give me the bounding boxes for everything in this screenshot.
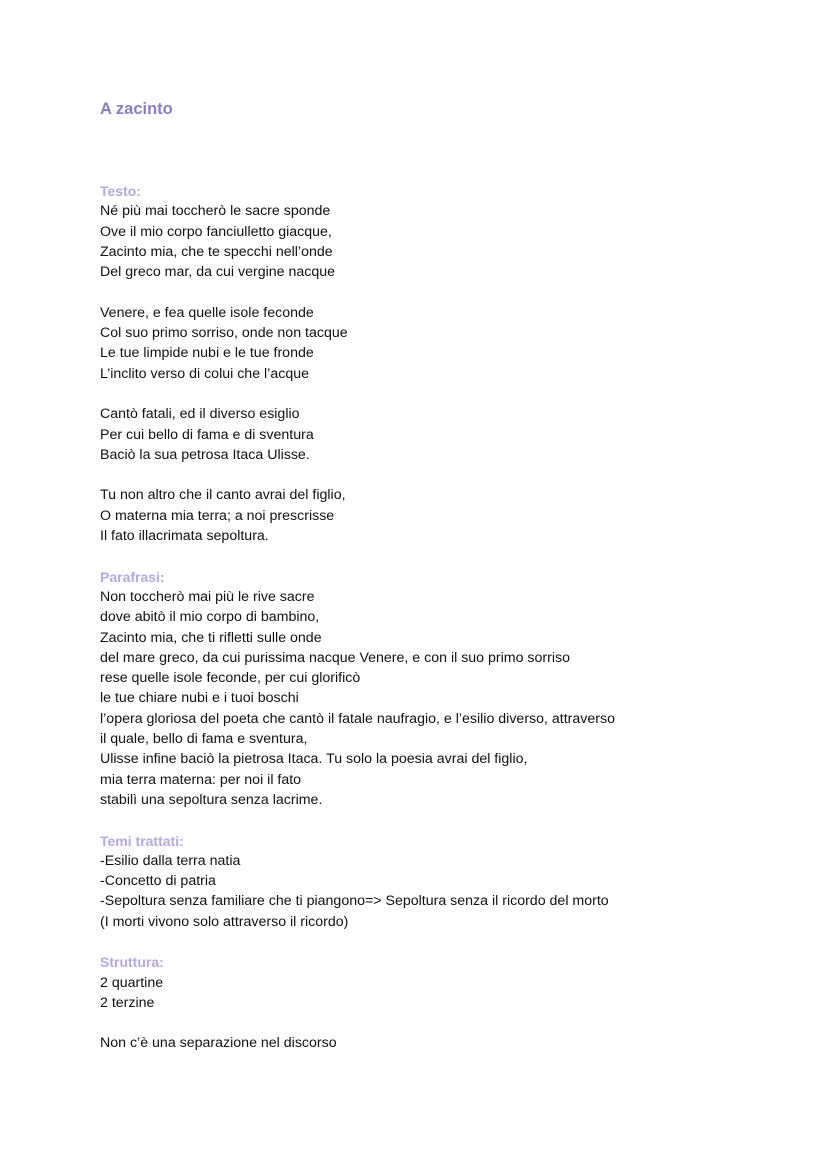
paraphrase-line: dove abitò il mio corpo di bambino,: [100, 609, 320, 626]
stanza: [100, 404, 800, 465]
verse-line: Tu non altro che il canto avrai del figlio,: [100, 487, 346, 504]
section-struttura: [100, 952, 800, 1053]
theme-line: -Esilio dalla terra natia: [100, 852, 241, 869]
theme-line: (I morti vivono solo attraverso il ricordo): [100, 913, 349, 930]
paraphrase-line: del mare greco, da cui purissima nacque Venere, e con il suo primo sorriso: [100, 649, 570, 666]
paraphrase-line: le tue chiare nubi e i tuoi boschi: [100, 690, 299, 707]
paraphrase-line: rese quelle isole feconde, per cui glorificò: [100, 670, 361, 687]
verse-line: Il fato illacrimata sepoltura.: [100, 528, 269, 545]
paraphrase-line: Non toccherò mai più le rive sacre: [100, 588, 315, 605]
paraphrase-line: Ulisse infine baciò la pietrosa Itaca. Tu solo la poesia avrai del figlio,: [100, 751, 528, 768]
document-body: [100, 181, 800, 1054]
stanza: [100, 485, 800, 546]
verse-line: Le tue limpide nubi e le tue fronde: [100, 345, 314, 362]
theme-line: -Sepoltura senza familiare che ti piangono=> Sepoltura senza il ricordo del morto: [100, 893, 609, 910]
document-title: A zacinto: [100, 100, 173, 118]
paraphrase-line: Zacinto mia, che ti rifletti sulle onde: [100, 629, 322, 646]
verse-line: Zacinto mia, che te specchi nell’onde: [100, 243, 333, 260]
section-testo: [100, 181, 800, 546]
verse-line: Venere, e fea quelle isole feconde: [100, 304, 314, 321]
section-heading-parafrasi: Parafrasi:: [100, 568, 165, 585]
section-parafrasi: [100, 567, 800, 811]
section-heading-temi: Temi trattati:: [100, 832, 184, 849]
structure-line: 2 terzine: [100, 994, 155, 1011]
paraphrase-line: stabilì una sepoltura senza lacrime.: [100, 791, 323, 808]
structure-line: 2 quartine: [100, 974, 164, 991]
paraphrase-line: mia terra materna: per noi il fato: [100, 771, 302, 788]
verse-line: Né più mai toccherò le sacre sponde: [100, 203, 331, 220]
section-heading-testo: Testo:: [100, 183, 141, 199]
verse-line: Ove il mio corpo fanciulletto giacque,: [100, 223, 332, 240]
verse-line: Per cui bello di fama e di sventura: [100, 426, 314, 443]
paraphrase-line: l’opera gloriosa del poeta che cantò il fatale naufragio, e l’esilio diverso, attraverso: [100, 710, 615, 727]
verse-line: Baciò la sua petrosa Itaca Ulisse.: [100, 446, 310, 463]
paraphrase-line: il quale, bello di fama e sventura,: [100, 731, 308, 748]
stanza: [100, 303, 800, 384]
theme-line: -Concetto di patria: [100, 873, 216, 890]
verse-line: O materna mia terra; a noi prescrisse: [100, 507, 335, 524]
stanza: [100, 201, 800, 282]
structure-note: Non c’è una separazione nel discorso: [100, 1035, 337, 1052]
verse-line: Del greco mar, da cui vergine nacque: [100, 264, 336, 281]
section-temi: [100, 831, 800, 932]
section-heading-struttura: Struttura:: [100, 954, 164, 971]
verse-line: Cantò fatali, ed il diverso esiglio: [100, 406, 300, 423]
verse-line: Col suo primo sorriso, onde non tacque: [100, 325, 348, 342]
verse-line: L’inclito verso di colui che l’acque: [100, 365, 309, 382]
